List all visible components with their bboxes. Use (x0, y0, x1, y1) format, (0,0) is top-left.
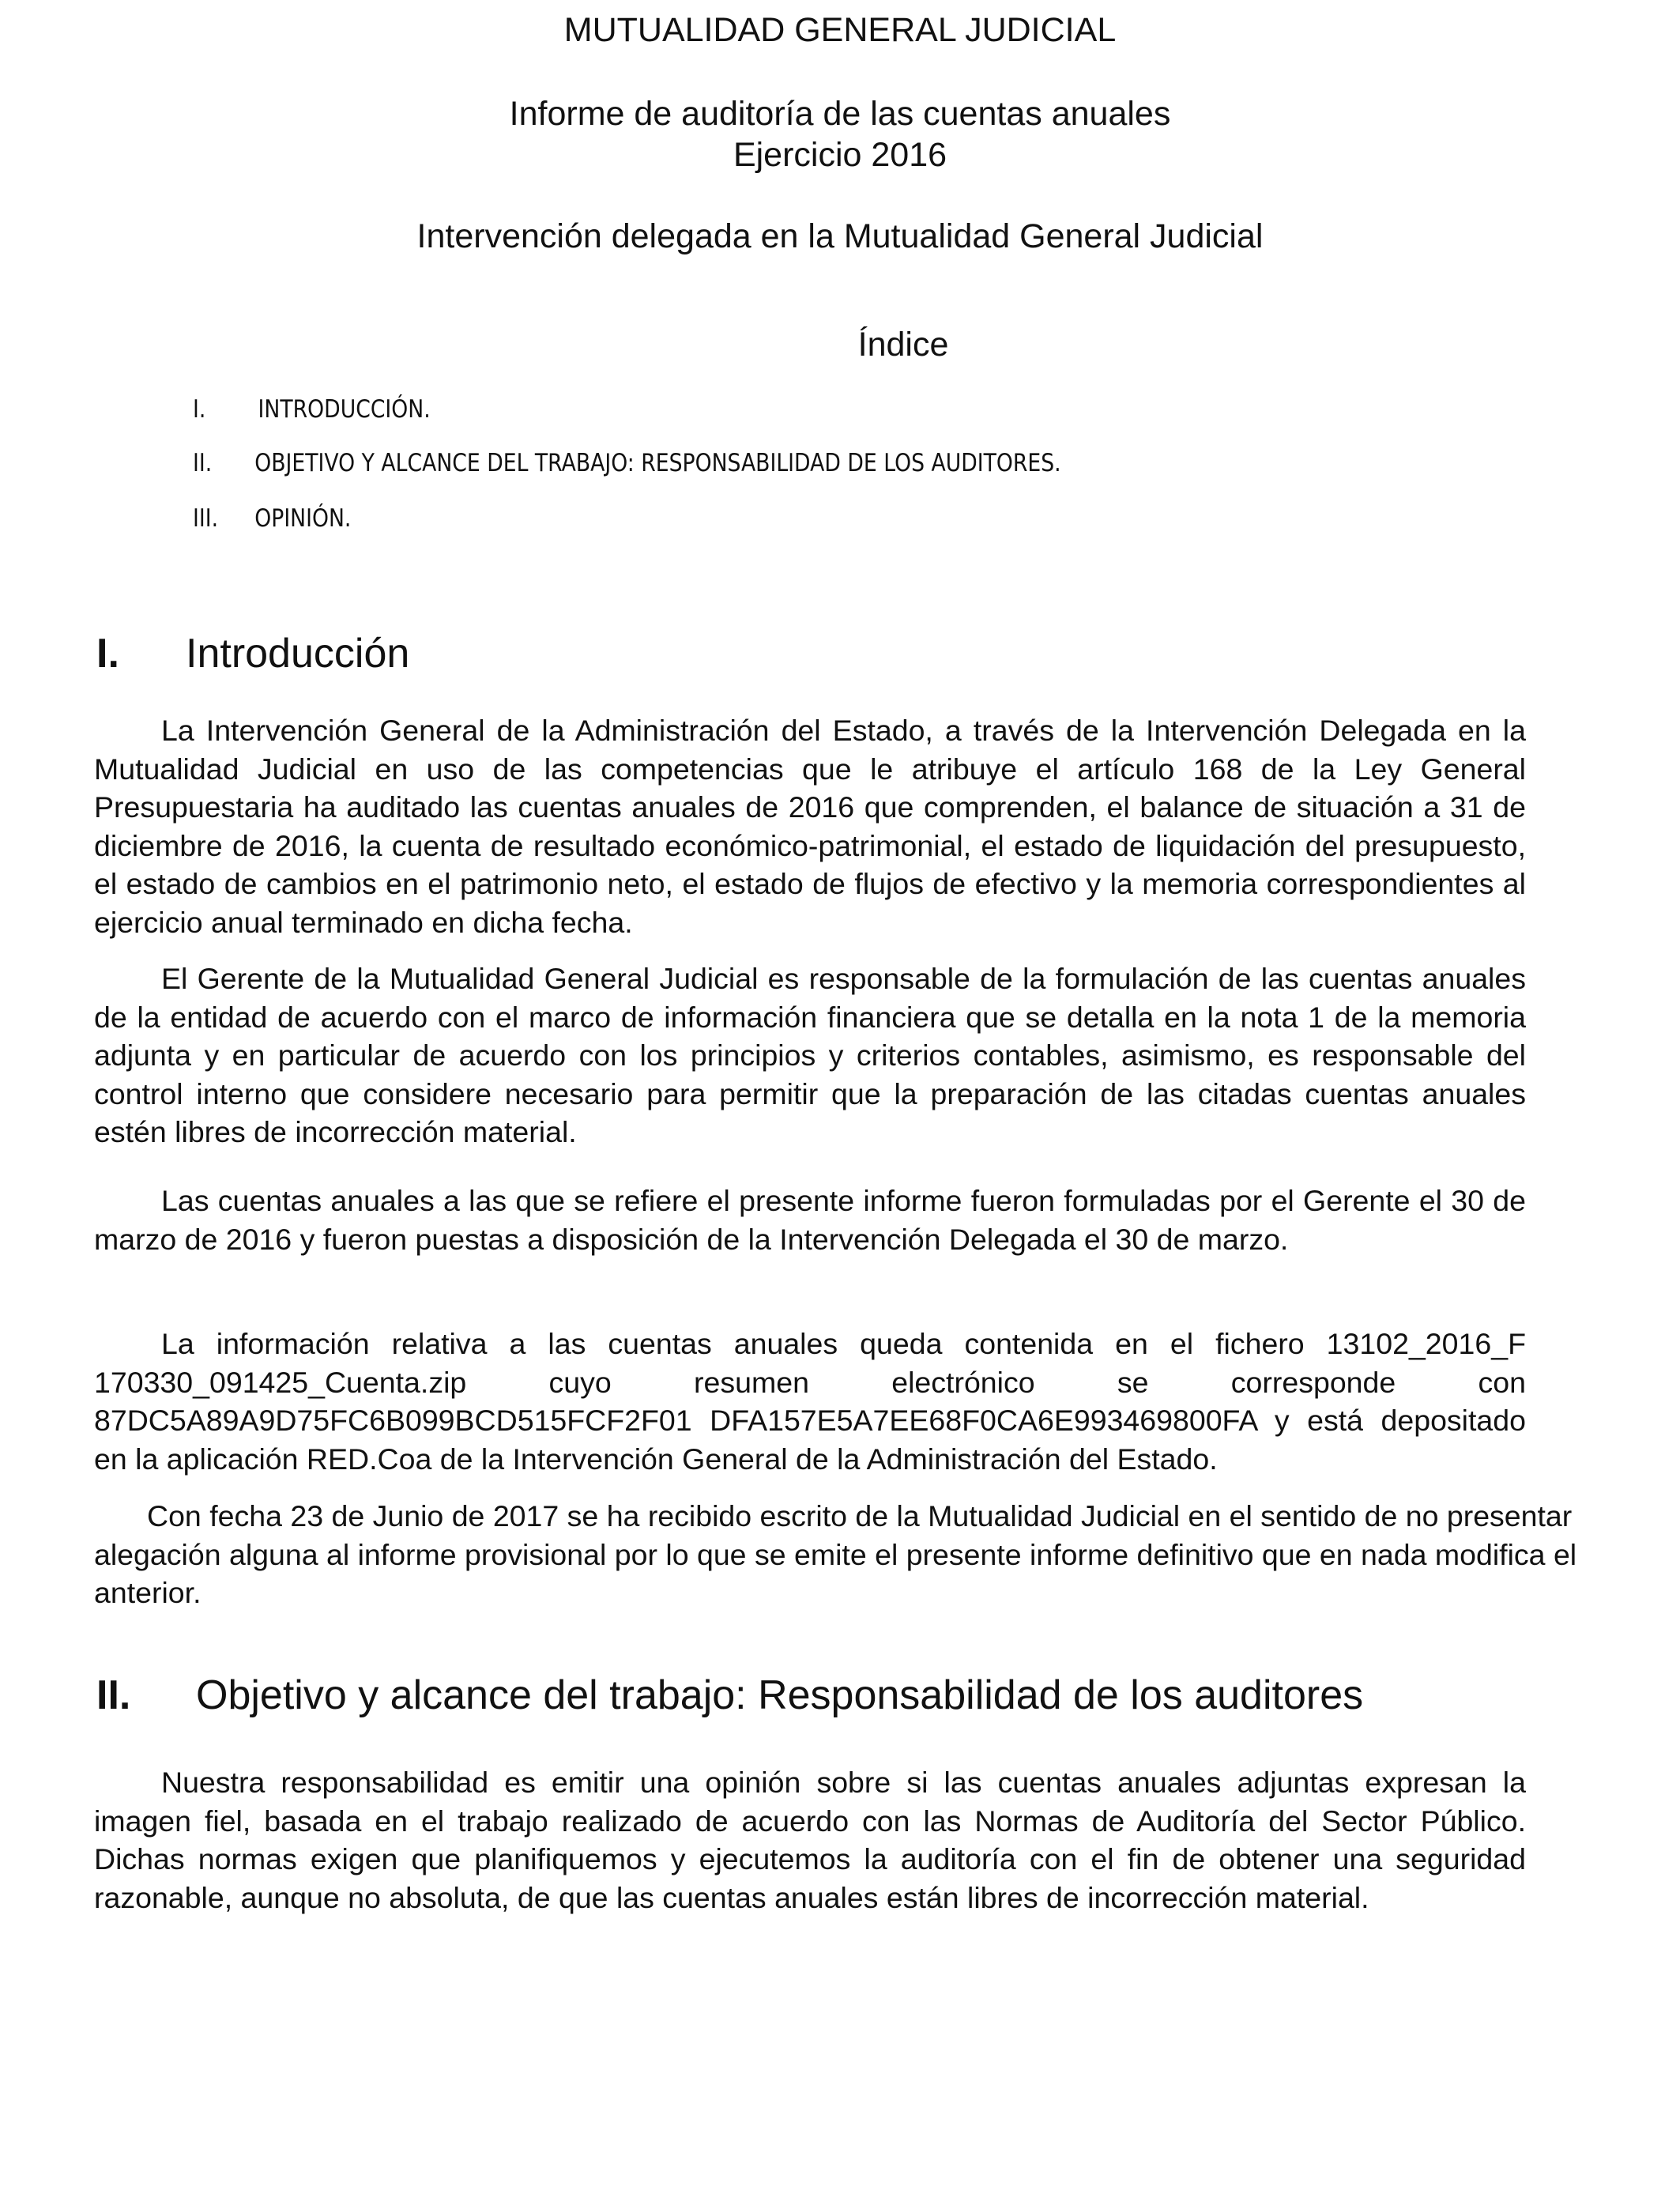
section-title: Objetivo y alcance del trabajo: Responsabilidad de los auditores (196, 1672, 1364, 1718)
intro-paragraph-1: La Intervención General de la Administración del Estado, a través de la Intervención Delegada en la Mutualidad Judicial en uso de las competencias que le atribuye el artículo 168 de la Ley General Presupuestaria ha auditado las cuentas anuales de 2016 que comprenden, el balance de situación a 31 de diciembre de 2016, la cuenta de resultado económico-patrimonial, el estado de liquidación del presupuesto, el estado de cambios en el patrimonio neto, el estado de flujos de efectivo y la memoria correspondientes al ejercicio anual terminado en dicha fecha. (94, 714, 1526, 939)
objective-paragraph-1: Nuestra responsabilidad es emitir una opinión sobre si las cuentas anuales adjuntas expresan la imagen fiel, basada en el trabajo realizado de acuerdo con las Normas de Auditoría del Sector Público. Dichas normas exigen que planifiquemos y ejecutemos la auditoría con el fin de obtener una seguridad razonable, aunque no absoluta, de que las cuentas anuales están libres de incorrección material. (94, 1766, 1526, 1914)
toc-item-objetivo[interactable] (193, 447, 1061, 479)
org-title: MUTUALIDAD GENERAL JUDICIAL (563, 11, 1117, 49)
index-title: Índice (857, 326, 949, 364)
section-number: I. (96, 631, 119, 677)
intro-paragraph-2: El Gerente de la Mutualidad General Judicial es responsable de la formulación de las cuentas anuales de la entidad de acuerdo con el marco de información financiera que se detalla en la nota 1 de la memoria adjunta y en particular de acuerdo con los principios y criterios contables, asimismo, es responsable del control interno que considere necesario para permitir que la preparación de las citadas cuentas anuales estén libres de incorrección material. (94, 962, 1526, 1148)
toc-item-label: INTRODUCCIÓN. (258, 395, 431, 424)
section-heading-introduccion (96, 629, 409, 678)
section-heading-objetivo (96, 1671, 1363, 1720)
toc-item-number: II. (193, 449, 213, 477)
toc-item-number: III. (193, 504, 219, 533)
exercise-year: Ejercicio 2016 (733, 136, 947, 174)
section-title: Introducción (186, 631, 410, 677)
report-title: Informe de auditoría de las cuentas anuales (509, 95, 1171, 133)
intro-paragraph-3: Las cuentas anuales a las que se refiere el presente informe fueron formuladas por el Gerente el 30 de marzo de 2016 y fueron puestas a disposición de la Intervención Delegada el 30 de marzo. (94, 1184, 1526, 1256)
report-subtitle: Intervención delegada en la Mutualidad General Judicial (416, 217, 1264, 255)
intro-paragraph-4: La información relativa a las cuentas anuales queda contenida en el fichero 13102_2016_F 170330_091425_Cuenta.zip cuyo resumen electrónico se corresponde con 87DC5A89A9D75FC6B099BCD515FCF2F01 DFA157E5A7EE68F0CA6E993469800FA y está depositado en la aplicación RED.Coa de la Intervención General de la Administración del Estado. (94, 1327, 1526, 1476)
toc-item-label: OBJETIVO Y ALCANCE DEL TRABAJO: RESPONSABILIDAD DE LOS AUDITORES. (254, 449, 1061, 477)
toc-item-introduccion[interactable] (193, 394, 431, 425)
toc-item-number: I. (193, 395, 206, 424)
toc-item-opinion[interactable] (193, 503, 351, 534)
intro-paragraph-5: Con fecha 23 de Junio de 2017 se ha recibido escrito de la Mutualidad Judicial en el sentido de no presentar alegación alguna al informe provisional por lo que se emite el presente informe definitivo que en nada modifica el anterior. (94, 1499, 1577, 1609)
section-number: II. (96, 1672, 131, 1718)
toc-item-label: OPINIÓN. (254, 504, 352, 533)
